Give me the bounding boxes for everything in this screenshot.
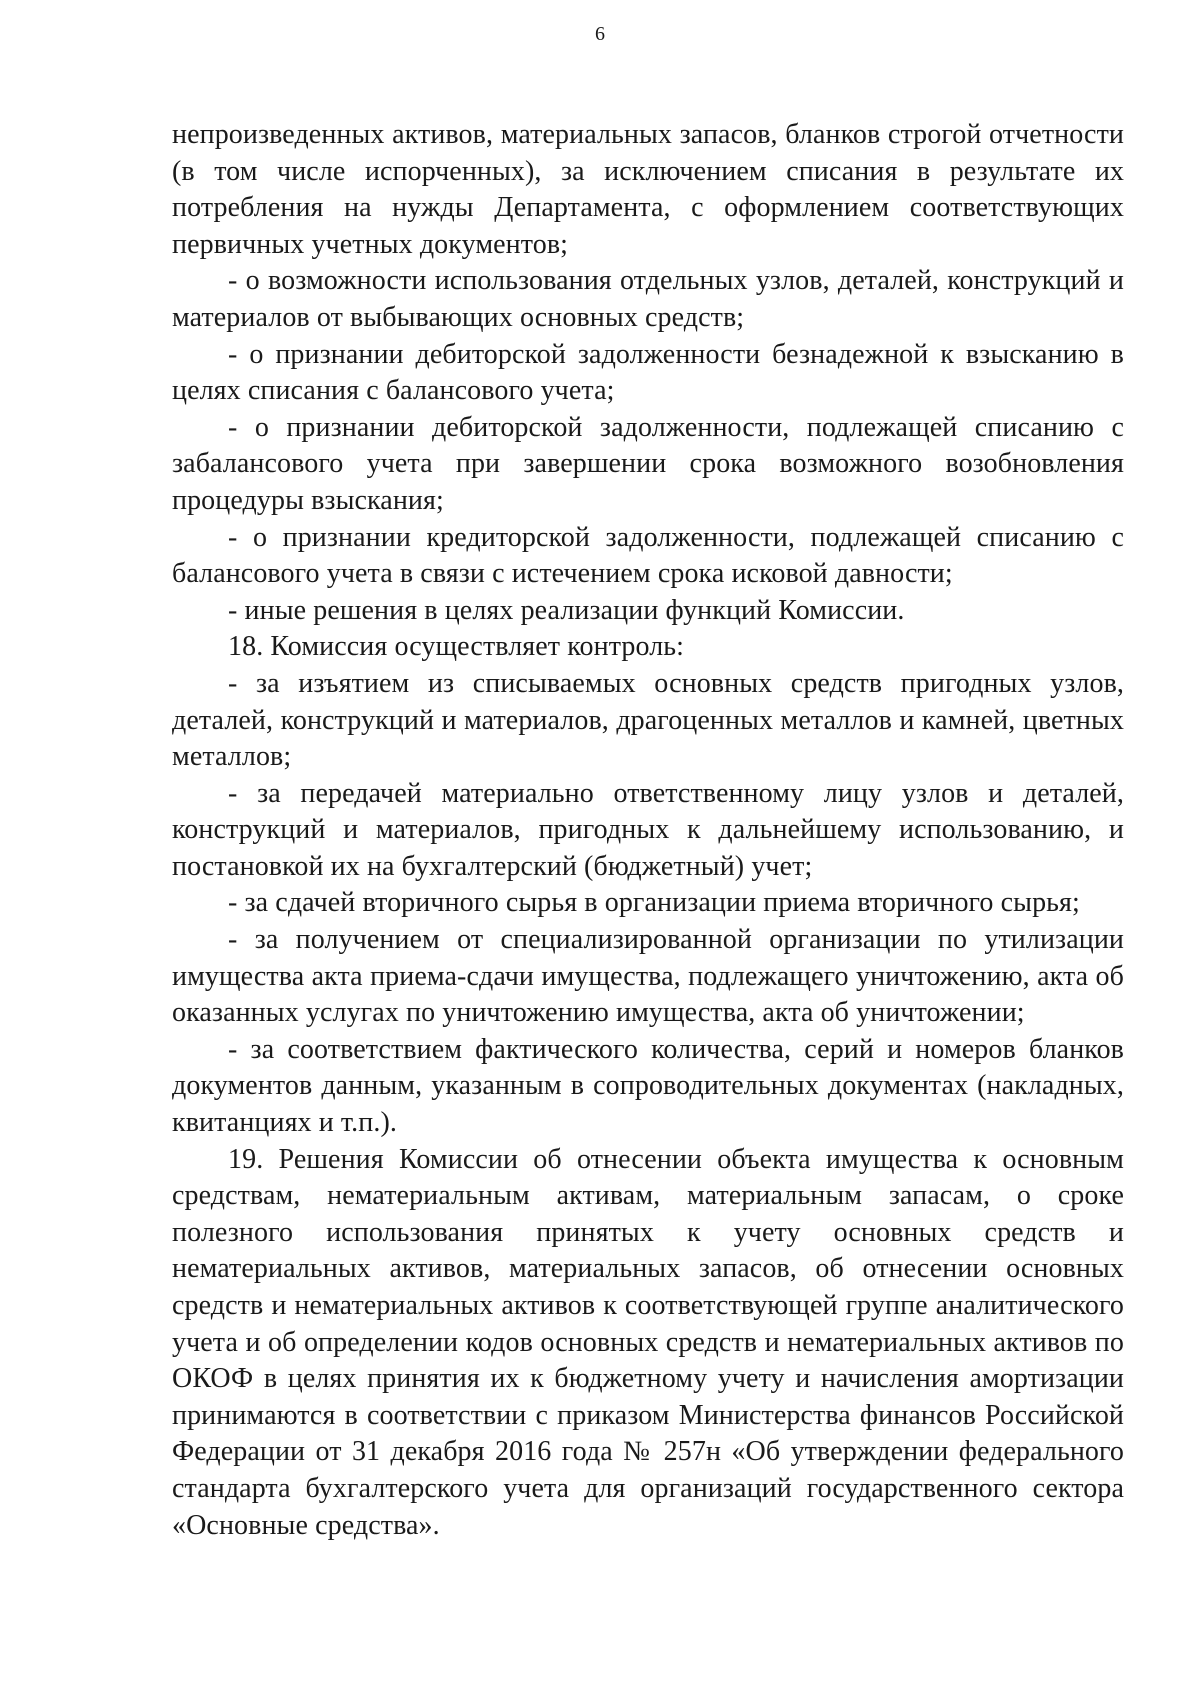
document-body	[172, 117, 1124, 1544]
list-item: - о признании кредиторской задолженности, подлежащей списанию с балансового учета в связи с истечением срока исковой давности;	[172, 521, 1124, 590]
list-item: - за сдачей вторичного сырья в организации приема вторичного сырья;	[228, 887, 1080, 919]
list-item: - о признании дебиторской задолженности безнадежной к взысканию в целях списания с балансового учета;	[172, 338, 1124, 407]
list-item: - о возможности использования отдельных узлов, деталей, конструкций и материалов от выбывающих основных средств;	[172, 265, 1124, 333]
numbered-paragraph: 19. Решения Комиссии об отнесении объекта имущества к основным средствам, нематериальным активам, материальным запасам, о сроке полезного использования принятых к учету основных средств и нематериальных активов, материальных запасов, об отнесении основных средств и нематериальных активов к соответствующей группе аналитического учета и об определении кодов основных средств и нематериальных активов по ОКОФ в целях принятия их к бюджетному учету и начисления амортизации принимаются в соответствии с приказом Министерства финансов Российской Федерации от 31 декабря 2016 года № 257н «Об утверждении федерального стандарта бухгалтерского учета для организаций государственного сектора «Основные средства».	[172, 1143, 1124, 1541]
list-item: - за получением от специализированной организации по утилизации имущества акта приема-сдачи имущества, подлежащего уничтожению, акта об оказанных услугах по уничтожению имущества, акта об уничтожении;	[172, 924, 1124, 1029]
paragraph-continuation: непроизведенных активов, материальных запасов, бланков строгой отчетности (в том числе испорченных), за исключением списания в результате их потребления на нужды Департамента, с оформлением соответствующих первичных учетных документов;	[172, 119, 1124, 260]
numbered-paragraph: 18. Комиссия осуществляет контроль:	[228, 631, 685, 663]
list-item: - о признании дебиторской задолженности, подлежащей списанию с забалансового учета при завершении срока возможного возобновления процедуры взыскания;	[172, 411, 1124, 516]
list-item: - иные решения в целях реализации функций Комиссии.	[228, 594, 905, 626]
list-item: - за изъятием из списываемых основных средств пригодных узлов, деталей, конструкций и материалов, драгоценных металлов и камней, цветных металлов;	[172, 667, 1124, 773]
list-item: - за соответствием фактического количества, серий и номеров бланков документов данным, указанным в сопроводительных документах (накладных, квитанциях и т.п.).	[172, 1033, 1124, 1139]
page-number: 6	[595, 23, 605, 45]
list-item: - за передачей материально ответственному лицу узлов и деталей, конструкций и материалов, пригодных к дальнейшему использованию, и постановкой их на бухгалтерский (бюджетный) учет;	[172, 777, 1124, 882]
